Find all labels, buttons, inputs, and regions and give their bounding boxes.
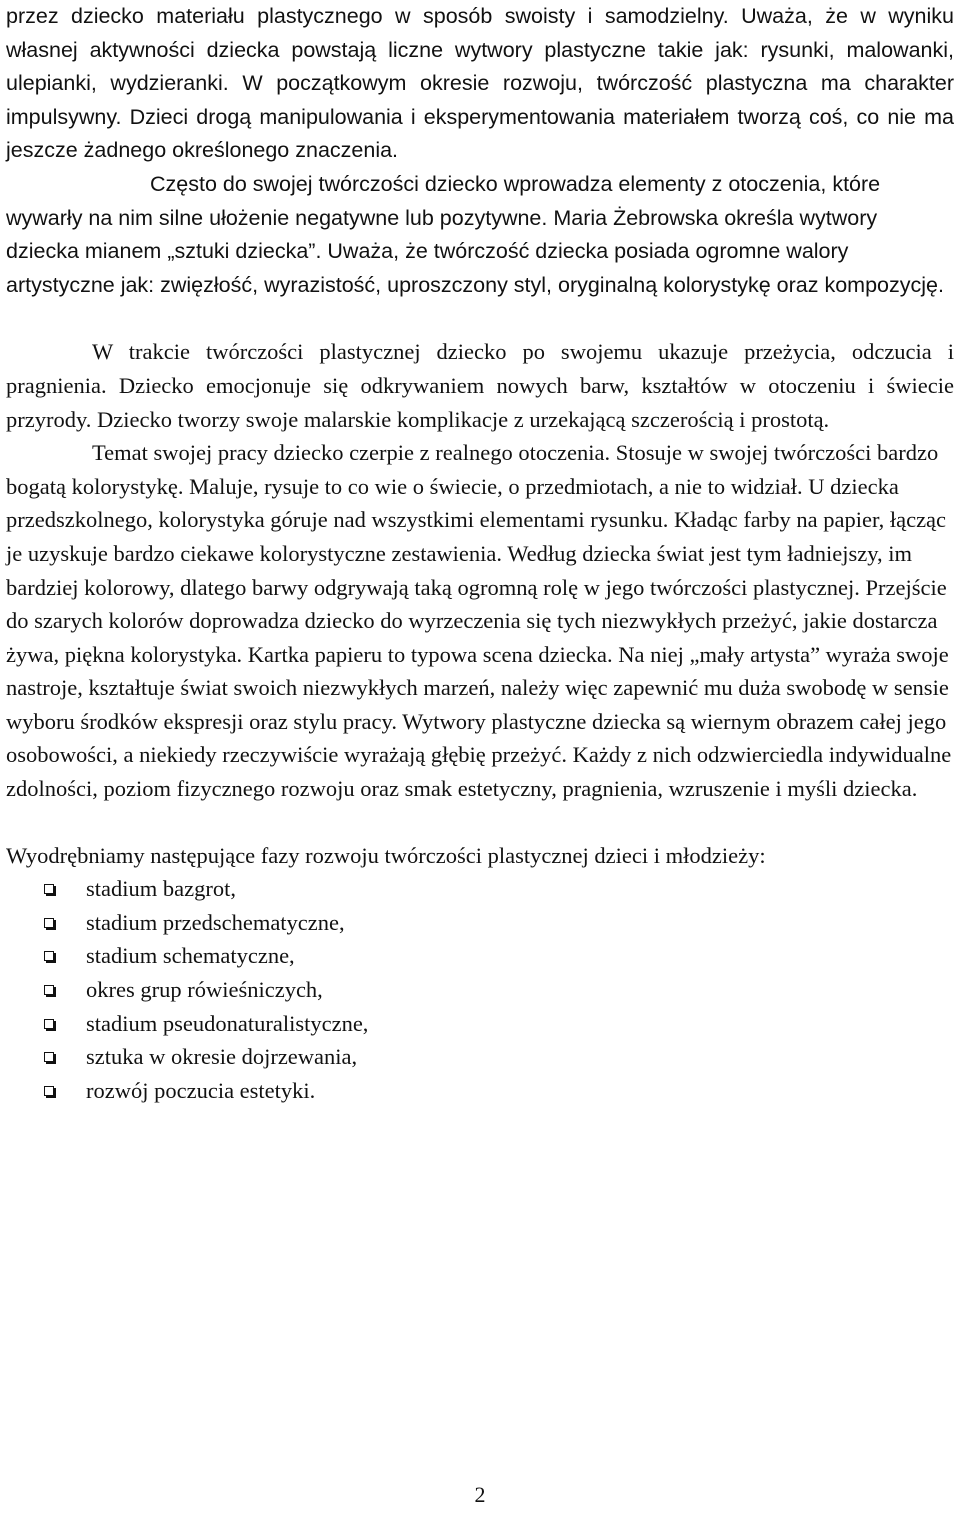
paragraph-2: Często do swojej twórczości dziecko wprowadza elementy z otoczenia, które wywarły na nim silne ułożenie negatywne lub pozytywne. Maria Żebrowska określa wytwory dziecka mianem „sztuki dziecka”. Uważa, że twórczość dziecka posiada ogromne walory artystyczne jak: zwięzłość, wyrazistość, uproszczony styl, oryginalną kolorystykę oraz kompozycję.	[6, 171, 944, 297]
document-page	[6, 0, 954, 1107]
paragraph-5: Wyodrębniamy następujące fazy rozwoju twórczości plastycznej dzieci i młodzieży:	[6, 842, 766, 868]
square-bullet-icon	[44, 1086, 54, 1096]
list-item: sztuka w okresie dojrzewania,	[6, 1040, 954, 1074]
square-bullet-icon	[44, 951, 54, 961]
list-item: stadium schematyczne,	[6, 939, 954, 973]
square-bullet-icon	[44, 1019, 54, 1029]
phase-list	[6, 872, 954, 1107]
list-item: okres grup rówieśniczych,	[6, 973, 954, 1007]
page-number: 2	[474, 1482, 486, 1507]
paragraph-4: Temat swojej pracy dziecko czerpie z realnego otoczenia. Stosuje w swojej twórczości bardzo bogatą kolorystykę. Maluje, rysuje to co wie o świecie, o przedmiotach, a nie to widział. U dziecka przedszkolnego, kolorystyka góruje nad wszystkimi elementami rysunku. Kładąc farby na papier, łącząc je uzyskuje bardzo ciekawe kolorystyczne zestawienia. Według dziecka świat jest tym ładniejszy, im bardziej kolorowy, dlatego barwy odgrywają taką ogromną rolę w jego twórczości plastycznej. Przejście do szarych kolorów doprowadza dziecko do wyrzeczenia się tych niezwykłych przeżyć, jakie dostarcza żywa, piękna kolorystyka. Kartka papieru to typowa scena dziecka. Na niej „mały artysta” wyraża swoje nastroje, kształtuje świat swoich niezwykłych marzeń, należy więc zapewnić mu duża swobodę w sensie wyboru środków ekspresji oraz stylu pracy. Wytwory plastyczne dziecka są wiernym obrazem całej jego osobowości, a niekiedy rzeczywiście wyrażają głębię przeżyć. Każdy z nich odzwierciedla indywidualne zdolności, poziom fizycznego rozwoju oraz smak estetyczny, pragnienia, wzruszenie i myśli dziecka.	[6, 440, 952, 802]
square-bullet-icon	[44, 884, 54, 894]
paragraph-3: W trakcie twórczości plastycznej dziecko po swojemu ukazuje przeżycia, odczucia i pragnienia. Dziecko emocjonuje się odkrywaniem nowych barw, kształtów w otoczeniu i świecie przyrody. Dziecko tworzy swoje malarskie komplikacje z urzekającą szczerością i prostotą.	[6, 339, 954, 432]
square-bullet-icon	[44, 985, 54, 995]
list-item: stadium bazgrot,	[6, 872, 954, 906]
square-bullet-icon	[44, 1052, 54, 1062]
square-bullet-icon	[44, 918, 54, 928]
list-item: stadium przedschematyczne,	[6, 906, 954, 940]
list-item: rozwój poczucia estetyki.	[6, 1074, 954, 1108]
list-item: stadium pseudonaturalistyczne,	[6, 1007, 954, 1041]
paragraph-1: przez dziecko materiału plastycznego w sposób swoisty i samodzielny. Uważa, że w wyniku własnej aktywności dziecka powstają liczne wytwory plastyczne takie jak: rysunki, malowanki, ulepianki, wydzieranki. W początkowym okresie rozwoju, twórczość plastyczna ma charakter impulsywny. Dzieci drogą manipulowania i eksperymentowania materiałem tworzą coś, co nie ma jeszcze żadnego określonego znaczenia.	[6, 4, 954, 163]
